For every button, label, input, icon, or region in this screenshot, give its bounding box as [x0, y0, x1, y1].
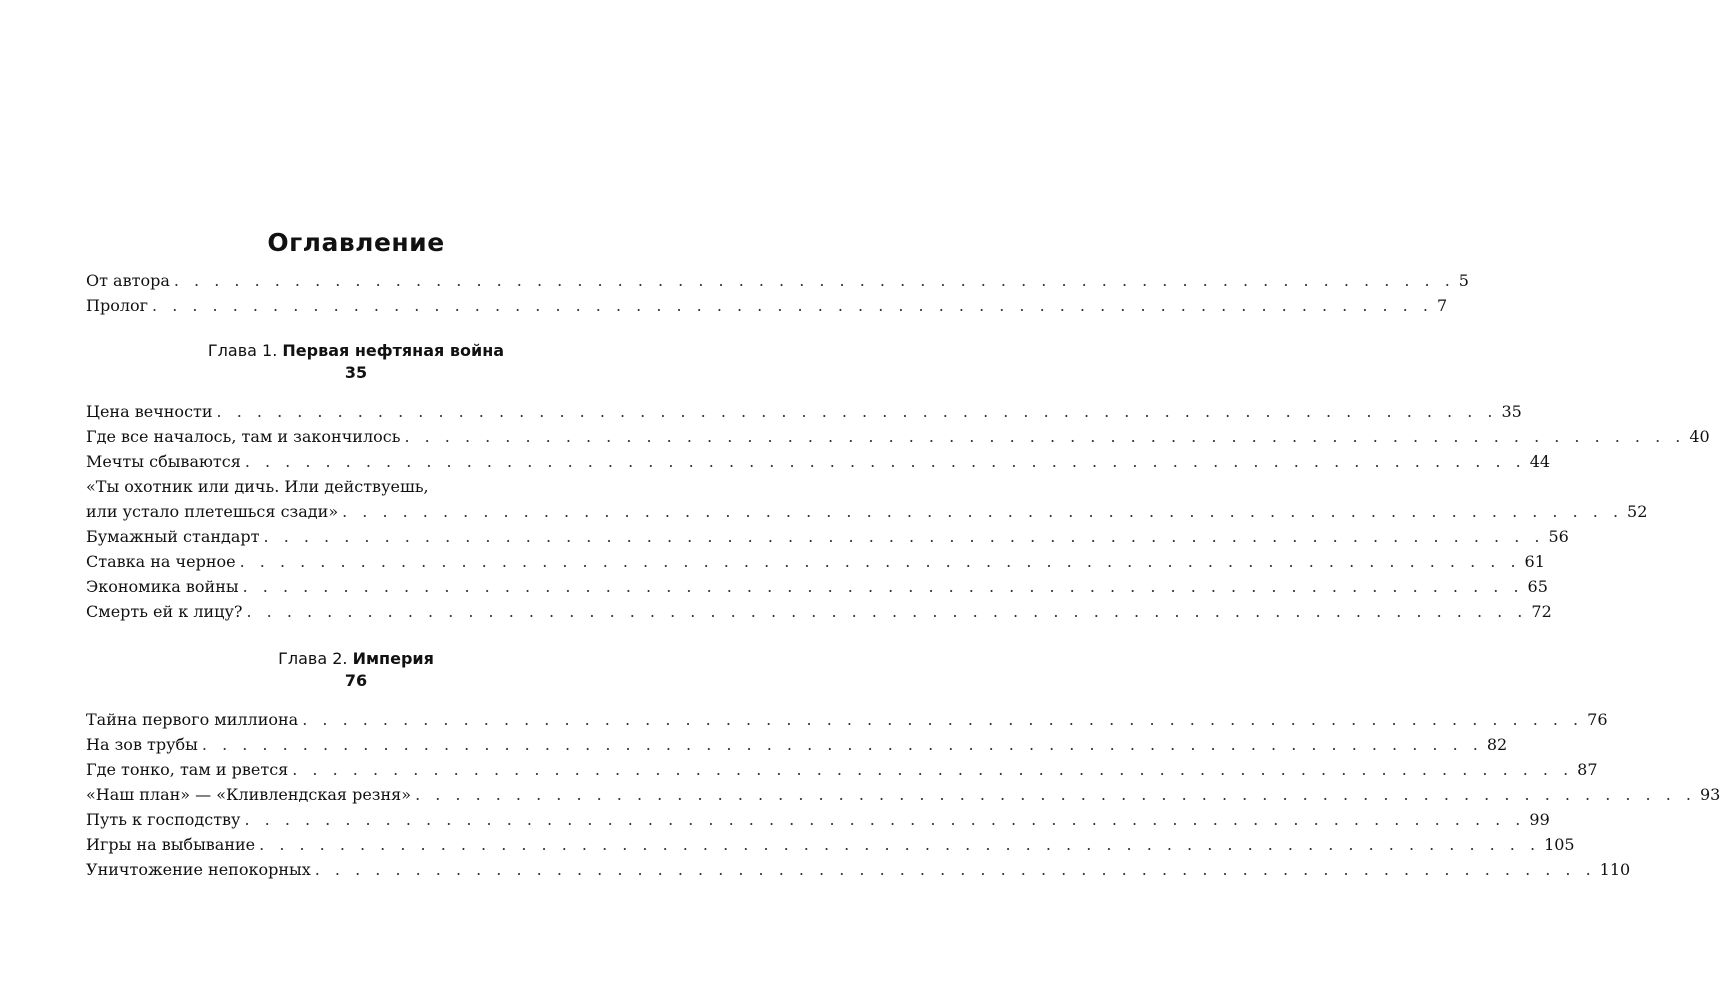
entry-title: Смерть ей к лицу? — [86, 602, 243, 621]
entry-title-line1: «Ты охотник или дичь. Или действуешь, — [86, 477, 429, 496]
dot-leader: . . . . . . . . . . . . . . . . . . . . . . . . . . . . . . . . . . . . . . . . . . . . . . . . . . . . . . . . . . . . . . . . — [404, 427, 1686, 446]
table-of-contents — [86, 224, 1720, 882]
toc-entry — [86, 549, 1545, 574]
entry-page: 65 — [1527, 577, 1548, 596]
entry-title: «Наш план» — «Кливлендская резня» — [86, 785, 412, 804]
entry-title: Путь к господству — [86, 810, 241, 829]
entry-title: Цена вечности — [86, 402, 213, 421]
entry-page: 44 — [1529, 452, 1551, 471]
dot-leader: . . . . . . . . . . . . . . . . . . . . . . . . . . . . . . . . . . . . . . . . . . . . . . . . . . . . . . . . . . . . . . . . — [292, 760, 1574, 779]
entry-title: Уничтожение непокорных — [86, 860, 311, 879]
entry-title-line2: или устало плетешься сзади» — [86, 502, 339, 521]
entry-title: Где все началось, там и закончилось — [86, 427, 401, 446]
toc-entry-multiline — [86, 474, 1648, 524]
entry-page: 35 — [1501, 402, 1522, 421]
toc-entry — [86, 857, 1631, 882]
entry-page: 40 — [1689, 427, 1710, 446]
dot-leader: . . . . . . . . . . . . . . . . . . . . . . . . . . . . . . . . . . . . . . . . . . . . . . . . . . . . . . . . . . . . . . . . — [216, 402, 1498, 421]
entry-page: 82 — [1486, 735, 1508, 754]
dot-leader: . . . . . . . . . . . . . . . . . . . . . . . . . . . . . . . . . . . . . . . . . . . . . . . . . . . . . . . . . . . . . . . . — [173, 271, 1455, 290]
toc-entry — [86, 574, 1548, 599]
toc-entry — [86, 449, 1551, 474]
dot-leader: . . . . . . . . . . . . . . . . . . . . . . . . . . . . . . . . . . . . . . . . . . . . . . . . . . . . . . . . . . . . . . . . — [239, 552, 1521, 571]
entry-page: 87 — [1577, 760, 1598, 779]
dot-leader: . . . . . . . . . . . . . . . . . . . . . . . . . . . . . . . . . . . . . . . . . . . . . . . . . . . . . . . . . . . . . . . . — [244, 810, 1526, 829]
entry-page: 7 — [1436, 296, 1448, 315]
chapter-page: 35 — [344, 363, 368, 382]
entry-page: 76 — [1587, 710, 1608, 729]
entry-title: Экономика войны — [86, 577, 239, 596]
dot-leader: . . . . . . . . . . . . . . . . . . . . . . . . . . . . . . . . . . . . . . . . . . . . . . . . . . . . . . . . . . . . . . . . — [263, 527, 1545, 546]
dot-leader: . . . . . . . . . . . . . . . . . . . . . . . . . . . . . . . . . . . . . . . . . . . . . . . . . . . . . . . . . . . . . . . . — [201, 735, 1483, 754]
toc-entry — [86, 707, 1608, 732]
dot-leader: . . . . . . . . . . . . . . . . . . . . . . . . . . . . . . . . . . . . . . . . . . . . . . . . . . . . . . . . . . . . . . . . — [242, 577, 1524, 596]
entry-title: Бумажный стандарт — [86, 527, 260, 546]
dot-leader: . . . . . . . . . . . . . . . . . . . . . . . . . . . . . . . . . . . . . . . . . . . . . . . . . . . . . . . . . . . . . . . . — [259, 835, 1541, 854]
dot-leader: . . . . . . . . . . . . . . . . . . . . . . . . . . . . . . . . . . . . . . . . . . . . . . . . . . . . . . . . . . . . . . . . — [152, 296, 1433, 315]
entry-page: 110 — [1599, 860, 1631, 879]
chapter-name: Первая нефтяная война — [282, 341, 505, 360]
chapter-title-line — [86, 648, 626, 670]
entry-page: 93 — [1699, 785, 1720, 804]
toc-entry — [86, 832, 1575, 857]
entry-title: Пролог — [86, 296, 149, 315]
dot-leader: . . . . . . . . . . . . . . . . . . . . . . . . . . . . . . . . . . . . . . . . . . . . . . . . . . . . . . . . . . . . . . . . — [314, 860, 1596, 879]
entry-title-line2-row — [86, 499, 1648, 524]
entry-page: 56 — [1548, 527, 1569, 546]
toc-entry — [86, 399, 1522, 424]
entry-page: 99 — [1529, 810, 1550, 829]
dot-leader: . . . . . . . . . . . . . . . . . . . . . . . . . . . . . . . . . . . . . . . . . . . . . . . . . . . . . . . . . . . . . . . . — [246, 602, 1528, 621]
entry-title: Мечты сбываются — [86, 452, 241, 471]
dot-leader: . . . . . . . . . . . . . . . . . . . . . . . . . . . . . . . . . . . . . . . . . . . . . . . . . . . . . . . . . . . . . . . . — [302, 710, 1584, 729]
dot-leader: . . . . . . . . . . . . . . . . . . . . . . . . . . . . . . . . . . . . . . . . . . . . . . . . . . . . . . . . . . . . . . . . — [415, 785, 1696, 804]
toc-title: Оглавление — [267, 228, 445, 257]
entry-title: Ставка на черное — [86, 552, 236, 571]
chapter-title-line — [86, 340, 626, 362]
toc-entry — [86, 293, 1448, 318]
entry-title: От автора — [86, 271, 170, 290]
chapter-label: Глава 2. — [278, 649, 348, 668]
entry-page: 72 — [1531, 602, 1552, 621]
entry-title: Где тонко, там и рвется — [86, 760, 289, 779]
entry-title: Тайна первого миллиона — [86, 710, 299, 729]
entry-page: 61 — [1524, 552, 1545, 571]
entry-title: Игры на выбывание — [86, 835, 256, 854]
toc-entry — [86, 782, 1720, 807]
toc-entry — [86, 524, 1569, 549]
chapter-page: 76 — [344, 671, 368, 690]
toc-entry — [86, 757, 1598, 782]
toc-entry — [86, 599, 1552, 624]
entry-page: 52 — [1627, 502, 1648, 521]
dot-leader: . . . . . . . . . . . . . . . . . . . . . . . . . . . . . . . . . . . . . . . . . . . . . . . . . . . . . . . . . . . . . . . . — [342, 502, 1624, 521]
toc-entry — [86, 732, 1508, 757]
toc-entry — [86, 268, 1469, 293]
toc-entry — [86, 424, 1710, 449]
chapter-heading — [86, 648, 626, 692]
entry-page: 105 — [1544, 835, 1575, 854]
entry-page: 5 — [1458, 271, 1469, 290]
toc-entry — [86, 807, 1550, 832]
chapter-label: Глава 1. — [207, 341, 278, 360]
chapter-heading — [86, 340, 626, 384]
chapter-name: Империя — [352, 649, 434, 668]
entry-title: На зов трубы — [86, 735, 198, 754]
dot-leader: . . . . . . . . . . . . . . . . . . . . . . . . . . . . . . . . . . . . . . . . . . . . . . . . . . . . . . . . . . . . . . . . — [244, 452, 1526, 471]
